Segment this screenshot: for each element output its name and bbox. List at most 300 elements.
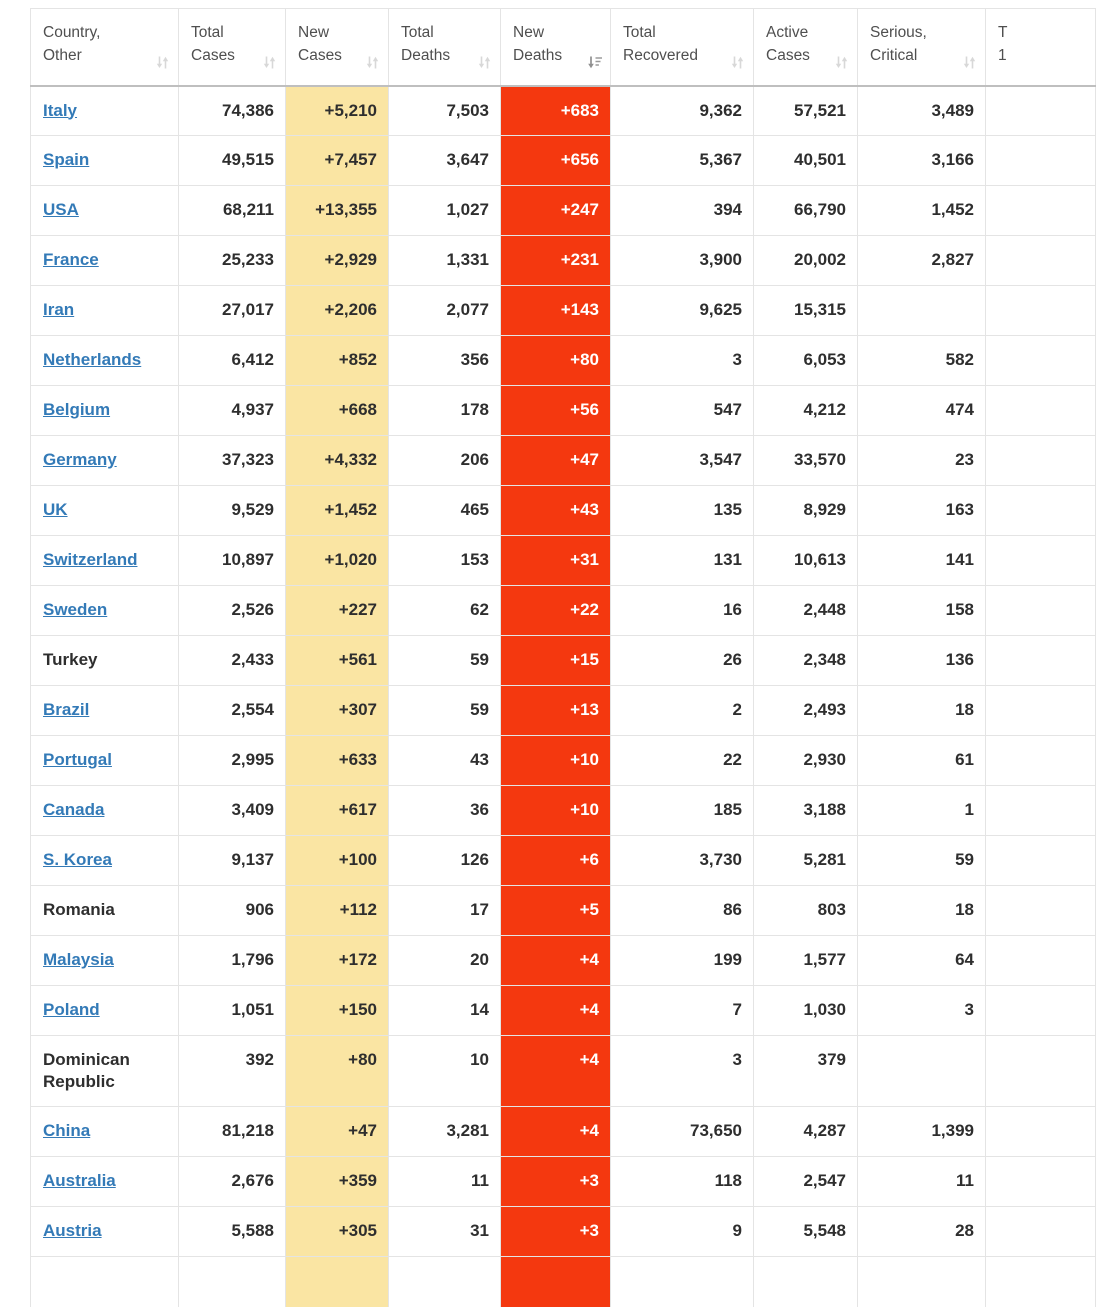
new-deaths-value: +10 bbox=[501, 736, 611, 786]
new-cases-value: +5,210 bbox=[286, 86, 389, 136]
country-cell bbox=[31, 586, 179, 636]
total-recovered-value: 3,730 bbox=[611, 836, 754, 886]
active-cases-value: 379 bbox=[754, 1036, 858, 1107]
clipped-column-cell bbox=[986, 1157, 1096, 1207]
table-row bbox=[31, 836, 1096, 886]
country-cell bbox=[31, 436, 179, 486]
serious-critical-value bbox=[858, 1036, 986, 1107]
column-header-new_deaths[interactable] bbox=[501, 9, 611, 86]
new-cases-value: +359 bbox=[286, 1157, 389, 1207]
country-cell bbox=[31, 786, 179, 836]
table-row bbox=[31, 886, 1096, 936]
country-cell bbox=[31, 1036, 179, 1107]
new-cases-value: +150 bbox=[286, 986, 389, 1036]
serious-critical-value: 163 bbox=[858, 486, 986, 536]
total-deaths-value: 206 bbox=[389, 436, 501, 486]
country-cell bbox=[31, 136, 179, 186]
serious-critical-value: 3,166 bbox=[858, 136, 986, 186]
column-header-label-line2: Other bbox=[43, 47, 82, 64]
table-row bbox=[31, 1036, 1096, 1107]
country-cell bbox=[31, 1257, 179, 1307]
total-cases-value: 49,515 bbox=[179, 136, 286, 186]
column-header-new_cases[interactable] bbox=[286, 9, 389, 86]
column-header-label-line1: New bbox=[513, 24, 545, 41]
country-link[interactable]: Switzerland bbox=[43, 550, 138, 569]
serious-critical-value: 11 bbox=[858, 1157, 986, 1207]
sort-toggle-icon[interactable] bbox=[962, 54, 977, 69]
column-header-label-line1: Active bbox=[766, 24, 809, 41]
new-cases-value: +80 bbox=[286, 1036, 389, 1107]
table-row bbox=[31, 336, 1096, 386]
country-cell bbox=[31, 1207, 179, 1257]
new-deaths-value: +143 bbox=[501, 286, 611, 336]
total-cases-value bbox=[179, 1257, 286, 1307]
sort-desc-icon[interactable] bbox=[587, 54, 602, 69]
clipped-column-cell bbox=[986, 1257, 1096, 1307]
column-header-label-line1: New bbox=[298, 24, 330, 41]
clipped-column-cell bbox=[986, 1107, 1096, 1157]
clipped-column-cell bbox=[986, 486, 1096, 536]
total-recovered-value: 2 bbox=[611, 686, 754, 736]
column-header-active_cases[interactable] bbox=[754, 9, 858, 86]
active-cases-value: 2,348 bbox=[754, 636, 858, 686]
country-cell bbox=[31, 286, 179, 336]
serious-critical-value: 582 bbox=[858, 336, 986, 386]
new-deaths-value: +656 bbox=[501, 136, 611, 186]
active-cases-value: 5,548 bbox=[754, 1207, 858, 1257]
total-recovered-value: 3 bbox=[611, 1036, 754, 1107]
new-cases-value: +7,457 bbox=[286, 136, 389, 186]
total-recovered-value: 131 bbox=[611, 536, 754, 586]
country-link[interactable]: Germany bbox=[43, 450, 117, 469]
serious-critical-value: 1 bbox=[858, 786, 986, 836]
country-link[interactable]: Malaysia bbox=[43, 950, 114, 969]
sort-both-icon bbox=[262, 55, 277, 70]
serious-critical-value: 158 bbox=[858, 586, 986, 636]
serious-critical-value: 1,399 bbox=[858, 1107, 986, 1157]
column-header-label-line2: Cases bbox=[298, 47, 342, 64]
total-cases-value: 392 bbox=[179, 1036, 286, 1107]
new-deaths-value: +47 bbox=[501, 436, 611, 486]
country-name: Romania bbox=[43, 900, 115, 919]
new-deaths-value: +3 bbox=[501, 1157, 611, 1207]
serious-critical-value: 18 bbox=[858, 686, 986, 736]
clipped-column-cell bbox=[986, 1036, 1096, 1107]
total-cases-value: 25,233 bbox=[179, 236, 286, 286]
total-deaths-value: 43 bbox=[389, 736, 501, 786]
total-recovered-value: 9,362 bbox=[611, 86, 754, 136]
country-link[interactable]: Austria bbox=[43, 1221, 102, 1240]
total-cases-value: 9,137 bbox=[179, 836, 286, 886]
sort-toggle-icon[interactable] bbox=[365, 54, 380, 69]
new-deaths-value: +231 bbox=[501, 236, 611, 286]
total-deaths-value: 3,281 bbox=[389, 1107, 501, 1157]
country-link[interactable]: Belgium bbox=[43, 400, 111, 419]
total-recovered-value bbox=[611, 1257, 754, 1307]
serious-critical-value: 136 bbox=[858, 636, 986, 686]
clipped-column-cell bbox=[986, 936, 1096, 986]
table-row bbox=[31, 436, 1096, 486]
active-cases-value: 803 bbox=[754, 886, 858, 936]
total-recovered-value: 73,650 bbox=[611, 1107, 754, 1157]
country-name: Dominican Republic bbox=[43, 1050, 130, 1091]
country-cell bbox=[31, 486, 179, 536]
active-cases-value: 20,002 bbox=[754, 236, 858, 286]
total-deaths-value: 178 bbox=[389, 386, 501, 436]
column-header-total_cases[interactable] bbox=[179, 9, 286, 86]
country-link[interactable]: S. Korea bbox=[43, 850, 112, 869]
total-deaths-value: 62 bbox=[389, 586, 501, 636]
column-header-total_deaths[interactable] bbox=[389, 9, 501, 86]
total-cases-value: 68,211 bbox=[179, 186, 286, 236]
sort-both-icon bbox=[730, 55, 745, 70]
total-deaths-value: 59 bbox=[389, 686, 501, 736]
table-row bbox=[31, 1207, 1096, 1257]
total-deaths-value: 14 bbox=[389, 986, 501, 1036]
serious-critical-value: 61 bbox=[858, 736, 986, 786]
total-cases-value: 37,323 bbox=[179, 436, 286, 486]
total-deaths-value: 1,331 bbox=[389, 236, 501, 286]
total-cases-value: 9,529 bbox=[179, 486, 286, 536]
total-cases-value: 2,554 bbox=[179, 686, 286, 736]
country-cell bbox=[31, 936, 179, 986]
new-cases-value: +305 bbox=[286, 1207, 389, 1257]
new-cases-value: +13,355 bbox=[286, 186, 389, 236]
column-header-label-line1: Serious, bbox=[870, 24, 927, 41]
clipped-column-cell bbox=[986, 636, 1096, 686]
new-deaths-value: +247 bbox=[501, 186, 611, 236]
new-deaths-value: +4 bbox=[501, 1036, 611, 1107]
country-link[interactable]: Sweden bbox=[43, 600, 108, 619]
active-cases-value: 4,212 bbox=[754, 386, 858, 436]
total-deaths-value: 20 bbox=[389, 936, 501, 986]
table-row bbox=[31, 736, 1096, 786]
serious-critical-value: 2,827 bbox=[858, 236, 986, 286]
country-cell bbox=[31, 836, 179, 886]
active-cases-value: 33,570 bbox=[754, 436, 858, 486]
clipped-column-cell bbox=[986, 836, 1096, 886]
total-recovered-value: 9 bbox=[611, 1207, 754, 1257]
country-link[interactable]: Italy bbox=[43, 100, 78, 120]
sort-desc-active-icon bbox=[587, 55, 603, 70]
column-header-label-line2: Cases bbox=[191, 47, 235, 64]
clipped-column-cell bbox=[986, 436, 1096, 486]
clipped-column-cell bbox=[986, 86, 1096, 136]
column-header-total_recovered[interactable] bbox=[611, 9, 754, 86]
clipped-column-cell bbox=[986, 236, 1096, 286]
new-deaths-value: +31 bbox=[501, 536, 611, 586]
table-row bbox=[31, 236, 1096, 286]
total-deaths-value: 1,027 bbox=[389, 186, 501, 236]
country-cell bbox=[31, 886, 179, 936]
new-deaths-value: +56 bbox=[501, 386, 611, 436]
country-link[interactable]: Poland bbox=[43, 1000, 100, 1019]
sort-both-icon bbox=[365, 55, 380, 70]
new-cases-value: +4,332 bbox=[286, 436, 389, 486]
total-deaths-value: 36 bbox=[389, 786, 501, 836]
country-link[interactable]: Brazil bbox=[43, 700, 90, 719]
total-recovered-value: 118 bbox=[611, 1157, 754, 1207]
column-header-clipped_col[interactable] bbox=[986, 9, 1096, 86]
active-cases-value: 3,188 bbox=[754, 786, 858, 836]
total-cases-value: 1,796 bbox=[179, 936, 286, 986]
cases-table-wrap bbox=[30, 8, 1008, 1307]
partial-bottom-row bbox=[31, 1257, 1096, 1307]
total-recovered-value: 5,367 bbox=[611, 136, 754, 186]
clipped-column-cell bbox=[986, 536, 1096, 586]
total-deaths-value: 17 bbox=[389, 886, 501, 936]
clipped-column-cell bbox=[986, 186, 1096, 236]
total-recovered-value: 16 bbox=[611, 586, 754, 636]
total-recovered-value: 199 bbox=[611, 936, 754, 986]
active-cases-value: 5,281 bbox=[754, 836, 858, 886]
total-cases-value: 5,588 bbox=[179, 1207, 286, 1257]
new-deaths-value: +80 bbox=[501, 336, 611, 386]
table-body bbox=[31, 86, 1096, 1307]
new-cases-value: +307 bbox=[286, 686, 389, 736]
sort-both-icon bbox=[834, 55, 849, 70]
column-header-label-line2: Deaths bbox=[513, 47, 563, 64]
new-deaths-value bbox=[501, 1257, 611, 1307]
sort-toggle-icon[interactable] bbox=[155, 54, 170, 69]
active-cases-value: 6,053 bbox=[754, 336, 858, 386]
total-deaths-value: 153 bbox=[389, 536, 501, 586]
total-recovered-value: 9,625 bbox=[611, 286, 754, 336]
table-header bbox=[31, 9, 1096, 86]
serious-critical-value: 18 bbox=[858, 886, 986, 936]
country-link[interactable]: Spain bbox=[43, 150, 90, 169]
serious-critical-value: 64 bbox=[858, 936, 986, 986]
clipped-column-cell bbox=[986, 1207, 1096, 1257]
total-recovered-value: 26 bbox=[611, 636, 754, 686]
sort-toggle-icon[interactable] bbox=[477, 54, 492, 69]
active-cases-value: 66,790 bbox=[754, 186, 858, 236]
new-deaths-value: +15 bbox=[501, 636, 611, 686]
table-row bbox=[31, 636, 1096, 686]
total-recovered-value: 135 bbox=[611, 486, 754, 536]
new-deaths-value: +43 bbox=[501, 486, 611, 536]
country-cell bbox=[31, 1107, 179, 1157]
total-cases-value: 6,412 bbox=[179, 336, 286, 386]
total-recovered-value: 547 bbox=[611, 386, 754, 436]
total-cases-value: 2,526 bbox=[179, 586, 286, 636]
total-cases-value: 27,017 bbox=[179, 286, 286, 336]
country-link[interactable]: Australia bbox=[43, 1171, 116, 1190]
table-row bbox=[31, 686, 1096, 736]
new-deaths-value: +683 bbox=[501, 86, 611, 136]
total-deaths-value: 31 bbox=[389, 1207, 501, 1257]
country-link[interactable]: France bbox=[43, 250, 99, 269]
country-cell bbox=[31, 1157, 179, 1207]
country-cell bbox=[31, 536, 179, 586]
total-recovered-value: 185 bbox=[611, 786, 754, 836]
country-cell bbox=[31, 986, 179, 1036]
active-cases-value: 8,929 bbox=[754, 486, 858, 536]
new-deaths-value: +4 bbox=[501, 936, 611, 986]
new-deaths-value: +3 bbox=[501, 1207, 611, 1257]
country-link[interactable]: Portugal bbox=[43, 750, 112, 769]
country-link[interactable]: Canada bbox=[43, 800, 105, 819]
column-header-label-line1: Country, bbox=[43, 24, 101, 41]
country-cell bbox=[31, 686, 179, 736]
total-cases-value: 1,051 bbox=[179, 986, 286, 1036]
active-cases-value: 1,030 bbox=[754, 986, 858, 1036]
total-cases-value: 2,433 bbox=[179, 636, 286, 686]
new-deaths-value: +10 bbox=[501, 786, 611, 836]
clipped-column-cell bbox=[986, 336, 1096, 386]
new-cases-value: +112 bbox=[286, 886, 389, 936]
serious-critical-value: 3 bbox=[858, 986, 986, 1036]
clipped-column-cell bbox=[986, 286, 1096, 336]
country-link[interactable]: China bbox=[43, 1121, 91, 1140]
new-deaths-value: +4 bbox=[501, 986, 611, 1036]
serious-critical-value: 474 bbox=[858, 386, 986, 436]
table-row bbox=[31, 936, 1096, 986]
total-recovered-value: 7 bbox=[611, 986, 754, 1036]
total-cases-value: 74,386 bbox=[179, 86, 286, 136]
new-cases-value: +227 bbox=[286, 586, 389, 636]
total-deaths-value: 10 bbox=[389, 1036, 501, 1107]
sort-toggle-icon[interactable] bbox=[834, 54, 849, 69]
total-cases-value: 81,218 bbox=[179, 1107, 286, 1157]
country-cell bbox=[31, 236, 179, 286]
new-deaths-value: +13 bbox=[501, 686, 611, 736]
total-cases-value: 2,676 bbox=[179, 1157, 286, 1207]
table-row bbox=[31, 386, 1096, 436]
table-row bbox=[31, 1107, 1096, 1157]
new-deaths-value: +22 bbox=[501, 586, 611, 636]
column-header-label-line1: Total bbox=[623, 24, 656, 41]
sort-toggle-icon[interactable] bbox=[262, 54, 277, 69]
country-link[interactable]: Netherlands bbox=[43, 350, 142, 369]
total-recovered-value: 3,900 bbox=[611, 236, 754, 286]
serious-critical-value: 28 bbox=[858, 1207, 986, 1257]
clipped-column-cell bbox=[986, 986, 1096, 1036]
total-deaths-value bbox=[389, 1257, 501, 1307]
new-deaths-value: +6 bbox=[501, 836, 611, 886]
table-row bbox=[31, 786, 1096, 836]
active-cases-value: 2,930 bbox=[754, 736, 858, 786]
total-deaths-value: 2,077 bbox=[389, 286, 501, 336]
table-row bbox=[31, 136, 1096, 186]
column-header-label-line2: Recovered bbox=[623, 47, 698, 64]
new-cases-value: +47 bbox=[286, 1107, 389, 1157]
table-row bbox=[31, 86, 1096, 136]
country-cell bbox=[31, 186, 179, 236]
active-cases-value: 15,315 bbox=[754, 286, 858, 336]
total-deaths-value: 465 bbox=[389, 486, 501, 536]
total-recovered-value: 394 bbox=[611, 186, 754, 236]
sort-toggle-icon[interactable] bbox=[730, 54, 745, 69]
table-row bbox=[31, 586, 1096, 636]
new-cases-value: +561 bbox=[286, 636, 389, 686]
total-recovered-value: 3 bbox=[611, 336, 754, 386]
column-header-label-line2: 1 bbox=[998, 47, 1007, 64]
active-cases-value: 40,501 bbox=[754, 136, 858, 186]
total-recovered-value: 86 bbox=[611, 886, 754, 936]
serious-critical-value: 59 bbox=[858, 836, 986, 886]
country-cell bbox=[31, 736, 179, 786]
total-recovered-value: 22 bbox=[611, 736, 754, 786]
column-header-label-line2: Deaths bbox=[401, 47, 451, 64]
new-cases-value: +633 bbox=[286, 736, 389, 786]
header-row bbox=[31, 9, 1096, 86]
new-cases-value: +1,020 bbox=[286, 536, 389, 586]
column-header-country[interactable] bbox=[31, 9, 179, 86]
country-link[interactable]: Iran bbox=[43, 300, 75, 319]
column-header-label-line1: Total bbox=[191, 24, 224, 41]
country-cell bbox=[31, 386, 179, 436]
clipped-column-cell bbox=[986, 386, 1096, 436]
total-cases-value: 4,937 bbox=[179, 386, 286, 436]
clipped-column-cell bbox=[986, 736, 1096, 786]
clipped-column-cell bbox=[986, 686, 1096, 736]
table-row bbox=[31, 1157, 1096, 1207]
serious-critical-value: 23 bbox=[858, 436, 986, 486]
active-cases-value: 10,613 bbox=[754, 536, 858, 586]
active-cases-value bbox=[754, 1257, 858, 1307]
new-cases-value: +852 bbox=[286, 336, 389, 386]
column-header-label-line1: Total bbox=[401, 24, 434, 41]
country-name: Turkey bbox=[43, 650, 98, 669]
column-header-serious_critical[interactable] bbox=[858, 9, 986, 86]
serious-critical-value bbox=[858, 1257, 986, 1307]
sort-both-icon bbox=[962, 55, 977, 70]
clipped-column-cell bbox=[986, 886, 1096, 936]
serious-critical-value: 3,489 bbox=[858, 86, 986, 136]
clipped-column-cell bbox=[986, 136, 1096, 186]
serious-critical-value: 1,452 bbox=[858, 186, 986, 236]
new-cases-value: +100 bbox=[286, 836, 389, 886]
active-cases-value: 1,577 bbox=[754, 936, 858, 986]
country-link[interactable]: UK bbox=[43, 500, 68, 519]
active-cases-value: 2,448 bbox=[754, 586, 858, 636]
table-row bbox=[31, 986, 1096, 1036]
active-cases-value: 4,287 bbox=[754, 1107, 858, 1157]
active-cases-value: 2,547 bbox=[754, 1157, 858, 1207]
table-row bbox=[31, 186, 1096, 236]
new-deaths-value: +5 bbox=[501, 886, 611, 936]
total-deaths-value: 7,503 bbox=[389, 86, 501, 136]
new-cases-value: +617 bbox=[286, 786, 389, 836]
new-cases-value: +2,929 bbox=[286, 236, 389, 286]
table-row bbox=[31, 486, 1096, 536]
sort-both-icon bbox=[477, 55, 492, 70]
country-cell bbox=[31, 336, 179, 386]
country-cell bbox=[31, 86, 179, 136]
new-cases-value: +2,206 bbox=[286, 286, 389, 336]
serious-critical-value bbox=[858, 286, 986, 336]
table-row bbox=[31, 286, 1096, 336]
total-deaths-value: 11 bbox=[389, 1157, 501, 1207]
new-cases-value bbox=[286, 1257, 389, 1307]
clipped-column-cell bbox=[986, 586, 1096, 636]
active-cases-value: 57,521 bbox=[754, 86, 858, 136]
total-cases-value: 10,897 bbox=[179, 536, 286, 586]
clipped-column-cell bbox=[986, 786, 1096, 836]
column-header-label-line2: Critical bbox=[870, 47, 918, 64]
serious-critical-value: 141 bbox=[858, 536, 986, 586]
total-cases-value: 906 bbox=[179, 886, 286, 936]
total-cases-value: 3,409 bbox=[179, 786, 286, 836]
new-cases-value: +1,452 bbox=[286, 486, 389, 536]
new-deaths-value: +4 bbox=[501, 1107, 611, 1157]
total-recovered-value: 3,547 bbox=[611, 436, 754, 486]
covid-stats-table bbox=[30, 8, 1096, 1307]
sort-both-icon bbox=[155, 55, 170, 70]
total-deaths-value: 59 bbox=[389, 636, 501, 686]
country-link[interactable]: USA bbox=[43, 200, 79, 219]
